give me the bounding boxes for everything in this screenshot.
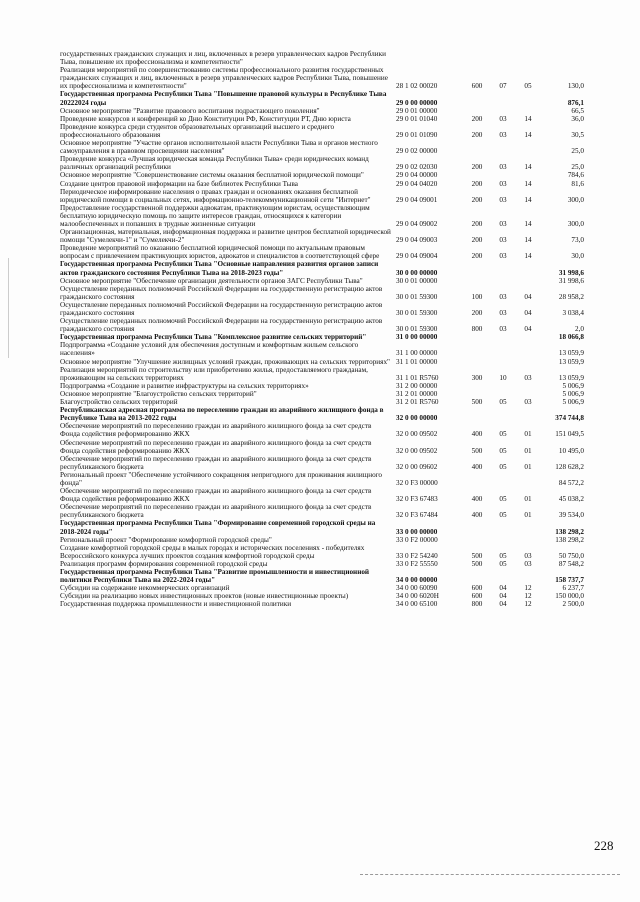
row-name: Периодическое информирование населения о правах граждан и основаниях оказания бесплатной юридической помощи в социальных сетях, информационно-телекоммуникационной сети "Интернет": [60, 187, 371, 204]
row-amount: 876,1: [567, 98, 584, 107]
row-subsection: 12: [524, 600, 532, 609]
table-row: [60, 123, 584, 139]
row-name: Обеспечение мероприятий по переселению граждан из аварийного жилищного фонда за счет средств Фонда содействия реформированию ЖКХ: [60, 487, 372, 504]
row-name: Обеспечение мероприятий по переселению граждан из аварийного жилищного фонда за счет средств Фонда содействия реформированию ЖКХ: [60, 422, 372, 439]
row-subsection: 14: [524, 179, 532, 188]
row-code: 30 0 00 00000: [396, 268, 438, 277]
row-expense-type: 400: [471, 430, 483, 439]
row-subsection: 12: [524, 584, 532, 593]
row-amount: 13 059,9: [558, 373, 584, 382]
table-row: [60, 107, 584, 115]
row-name: Обеспечение мероприятий по переселению граждан из аварийного жилищного фонда за счет средств Фонда содействия реформированию ЖКХ: [60, 438, 372, 455]
row-subsection: 04: [524, 309, 532, 317]
row-amount: 10 495,0: [558, 446, 584, 455]
row-amount: 2 500,0: [562, 600, 584, 609]
row-amount: 50 750,0: [558, 551, 584, 560]
row-code: 30 0 01 59300: [396, 292, 438, 301]
row-code: 29 0 01 01040: [396, 114, 438, 123]
table-row: [60, 301, 584, 317]
row-subsection: 01: [524, 511, 532, 520]
page-number: 228: [594, 838, 614, 853]
row-expense-type: 500: [471, 446, 483, 455]
row-expense-type: 600: [471, 584, 483, 593]
row-expense-type: 800: [471, 325, 483, 334]
row-name: Государственная программа Республики Тыва "Формирование современной городской среды на 2018-2024 годы": [60, 519, 376, 536]
row-code: 32 0 00 09602: [396, 462, 438, 471]
row-amount: 2,0: [575, 325, 584, 334]
row-code: 33 0 00 00000: [396, 527, 438, 536]
row-expense-type: 200: [471, 163, 483, 172]
table-row: [60, 592, 584, 600]
row-code: 29 0 04 09003: [396, 236, 438, 245]
row-code: 32 0 F3 67483: [396, 495, 438, 504]
row-code: 29 0 01 01090: [396, 130, 438, 139]
row-expense-type: 400: [471, 462, 483, 471]
row-name: Осуществление переданных полномочий Российской Федерации на государственную регистрацию актов гражданского состояния: [60, 284, 383, 301]
row-amount: 5 006,9: [562, 389, 584, 398]
row-name: Организационная, материальная, информационная поддержка и развитие центров бесплатной юридической помощи "Сумелекчи-1" и "Сумелекчи-2": [60, 228, 391, 245]
row-name: государственных гражданских служащих и лиц, включенных в резерв управленческих кадров Республики Тыва, повышение их профессионализма и компетентности": [60, 50, 386, 67]
row-expense-type: 200: [471, 195, 483, 204]
row-section: 05: [499, 430, 507, 439]
row-amount: 45 038,2: [558, 495, 584, 504]
row-subsection: 03: [524, 398, 532, 407]
row-name: Предоставление государственной поддержки адвокатам, практикующим юристам, осуществляющим бесплатную юридическую помощь по защите интересов граждан, относящихся к категории малообеспеченных и попавших в трудные жизненные ситуации: [60, 203, 370, 228]
row-amount: 5 006,9: [562, 398, 584, 407]
row-name: Проведение мероприятий по оказанию бесплатной юридической помощи по актуальным правовым вопросам с привлечением практикующих юристов, адвокатов и специалистов в соответствующей сфере: [60, 244, 380, 261]
row-amount: 81,6: [571, 179, 584, 188]
row-section: 10: [499, 373, 507, 382]
row-subsection: 14: [524, 236, 532, 245]
row-amount: 13 059,9: [558, 357, 584, 366]
footer-divider: [360, 874, 620, 875]
row-code: 31 2 01 R5760: [396, 398, 439, 407]
row-name: Региональный проект "Обеспечение устойчивого сокращения непригодного для проживания жилищного фонда": [60, 470, 383, 487]
table-row: [60, 66, 584, 90]
row-code: 32 0 00 00000: [396, 414, 438, 423]
row-code: 29 0 00 00000: [396, 98, 438, 107]
row-name: Государственная программа Республики Тыва "Повышение правовой культуры в Республике Тыва 20222024 годы: [60, 90, 387, 107]
row-section: 03: [499, 195, 507, 204]
row-expense-type: 400: [471, 511, 483, 520]
table-row: [60, 503, 584, 519]
row-amount: 84 572,2: [558, 478, 584, 487]
row-code: 34 0 00 60090: [396, 584, 438, 593]
table-row: [60, 90, 584, 106]
row-code: 33 0 F2 55550: [396, 559, 438, 568]
row-expense-type: 200: [471, 114, 483, 123]
row-amount: 30,5: [571, 130, 584, 139]
table-row: [60, 390, 584, 398]
row-name: Проведение конкурса «Лучшая юридическая команда Республики Тыва» среди юридических команд различных организаций республики: [60, 155, 369, 172]
row-section: 05: [499, 462, 507, 471]
row-amount: 300,0: [567, 195, 584, 204]
row-amount: 130,0: [567, 82, 584, 91]
row-expense-type: 600: [471, 592, 483, 601]
row-subsection: 01: [524, 446, 532, 455]
row-section: 04: [499, 600, 507, 609]
row-section: 03: [499, 219, 507, 228]
row-name: Проведение конкурса среди студентов образовательных организаций высшего и среднего профессионального образования: [60, 122, 335, 139]
row-expense-type: 200: [471, 252, 483, 261]
row-section: 03: [499, 292, 507, 301]
row-name: Региональный проект "Формирование комфортной городской среды": [60, 535, 272, 544]
table-row: [60, 171, 584, 179]
row-code: 29 0 02 02030: [396, 163, 438, 172]
table-row: [60, 180, 584, 188]
table-row: [60, 155, 584, 171]
row-name: Субсидии на содержание некоммерческих организаций: [60, 584, 230, 593]
row-name: Государственная программа Республики Тыва "Основные направления развития органов записи актов гражданского состояния Республики Тыва на 2018-2023 годы": [60, 260, 379, 277]
row-subsection: 01: [524, 462, 532, 471]
row-subsection: 03: [524, 551, 532, 560]
row-amount: 5 006,9: [562, 381, 584, 390]
row-subsection: 14: [524, 195, 532, 204]
table-row: [60, 406, 584, 422]
row-expense-type: 400: [471, 495, 483, 504]
row-subsection: 05: [524, 82, 532, 91]
row-amount: 128 628,2: [555, 462, 584, 471]
row-code: 34 0 00 6020Н: [396, 592, 439, 601]
row-name: Реализация программ формирования современной городской среды: [60, 559, 268, 568]
row-section: 05: [499, 398, 507, 407]
row-expense-type: 500: [471, 398, 483, 407]
table-row: [60, 285, 584, 301]
row-amount: 784,6: [567, 171, 584, 180]
row-code: 30 0 01 59300: [396, 309, 438, 317]
row-code: 29 0 04 09001: [396, 195, 438, 204]
row-section: 05: [499, 551, 507, 560]
row-subsection: 03: [524, 373, 532, 382]
row-name: Республиканская адресная программа по переселению граждан из аварийного жилищного фонда в Республике Тыва на 2013-2022 годы: [60, 406, 384, 423]
row-name: Государственная программа Республики Тыва "Комплексное развитие сельских территорий": [60, 333, 367, 342]
table-row: [60, 341, 584, 357]
table-row: [60, 358, 584, 366]
row-expense-type: 800: [471, 600, 483, 609]
table-row: [60, 188, 584, 204]
row-code: 30 0 01 00000: [396, 276, 438, 285]
row-code: 29 0 04 09002: [396, 219, 438, 228]
table-row: [60, 560, 584, 568]
table-row: [60, 260, 584, 276]
row-amount: 138 298,2: [555, 535, 584, 544]
table-row: [60, 115, 584, 123]
row-amount: 6 237,7: [562, 584, 584, 593]
row-amount: 138 298,2: [555, 527, 584, 536]
row-name: Обеспечение мероприятий по переселению граждан из аварийного жилищного фонда за счет средств республиканского бюджета: [60, 503, 372, 520]
row-expense-type: 200: [471, 179, 483, 188]
row-section: 04: [499, 592, 507, 601]
row-name: Основное мероприятие "Совершенствование системы оказания бесплатной юридической помощи": [60, 171, 364, 180]
row-expense-type: 600: [471, 82, 483, 91]
row-code: 29 0 01 00000: [396, 106, 438, 115]
row-subsection: 14: [524, 219, 532, 228]
table-row: [60, 382, 584, 390]
table-row: [60, 487, 584, 503]
row-amount: 150 000,0: [555, 592, 584, 601]
row-subsection: 14: [524, 130, 532, 139]
row-amount: 25,0: [571, 147, 584, 156]
row-expense-type: 200: [471, 219, 483, 228]
table-row: [60, 244, 584, 260]
row-name: Реализация мероприятий по совершенствованию системы профессионального развития государственных гражданских служащих и лиц, включенных в резерв управленческих кадров Республики Тыва, повышение их профессионализма и компетентности": [60, 66, 388, 91]
row-amount: 300,0: [567, 219, 584, 228]
table-row: [60, 471, 584, 487]
scan-margin-mark: [8, 258, 9, 358]
row-amount: 158 737,7: [555, 576, 584, 585]
row-code: 34 0 00 00000: [396, 576, 438, 585]
row-section: 04: [499, 584, 507, 593]
row-code: 32 0 F3 00000: [396, 478, 438, 487]
row-section: 03: [499, 309, 507, 317]
row-section: 07: [499, 82, 507, 91]
row-amount: 31 998,6: [558, 276, 584, 285]
row-subsection: 12: [524, 592, 532, 601]
row-name: Основное мероприятие "Обеспечение организации деятельности органов ЗАГС Республики Тыва": [60, 276, 363, 285]
row-amount: 25,0: [571, 163, 584, 172]
row-amount: 66,5: [571, 106, 584, 115]
table-row: [60, 366, 584, 382]
table-row: [60, 277, 584, 285]
row-section: 03: [499, 252, 507, 261]
row-section: 05: [499, 446, 507, 455]
table-row: [60, 600, 584, 608]
row-section: 03: [499, 325, 507, 334]
row-subsection: 01: [524, 430, 532, 439]
row-name: Государственная поддержка промышленности и инвестиционной политики: [60, 600, 292, 609]
row-expense-type: 200: [471, 236, 483, 245]
row-amount: 151 049,5: [555, 430, 584, 439]
row-name: Создание центров правовой информации на базе библиотек Республики Тыва: [60, 179, 298, 188]
table-row: [60, 544, 584, 560]
row-name: Основное мероприятие "Благоустройство сельских территорий": [60, 389, 257, 398]
row-section: 05: [499, 495, 507, 504]
row-amount: 13 059,9: [558, 349, 584, 358]
row-expense-type: 200: [471, 309, 483, 317]
row-code: 31 0 00 00000: [396, 333, 438, 342]
row-section: 03: [499, 179, 507, 188]
row-name: Осуществление переданных полномочий Российской Федерации на государственную регистрацию актов гражданского состояния: [60, 317, 383, 334]
row-section: 03: [499, 114, 507, 123]
row-expense-type: 200: [471, 130, 483, 139]
row-code: 34 0 00 65100: [396, 600, 438, 609]
row-expense-type: 100: [471, 292, 483, 301]
row-subsection: 14: [524, 252, 532, 261]
table-row: [60, 398, 584, 406]
row-code: 29 0 02 00000: [396, 147, 438, 156]
row-code: 31 1 01 00000: [396, 357, 438, 366]
table-row: [60, 455, 584, 471]
row-name: Основное мероприятие "Участие органов исполнительной власти Республики Тыва и органов местного самоуправления в правовом просвещении населения": [60, 139, 378, 156]
row-name: Осуществление переданных полномочий Российской Федерации на государственную регистрацию актов гражданского состояния: [60, 300, 383, 317]
row-subsection: 14: [524, 114, 532, 123]
row-code: 31 2 00 00000: [396, 381, 438, 390]
table-row: [60, 228, 584, 244]
table-row: [60, 139, 584, 155]
table-row: [60, 317, 584, 333]
row-name: Основное мероприятие "Улучшение жилищных условий граждан, проживающих на сельских территориях": [60, 357, 390, 366]
row-subsection: 03: [524, 559, 532, 568]
row-amount: 36,0: [571, 114, 584, 123]
table-row: [60, 584, 584, 592]
row-name: Основное мероприятие "Развитие правового воспитания подрастающего поколения": [60, 106, 320, 115]
row-amount: 374 744,8: [555, 414, 584, 423]
table-row: [60, 422, 584, 438]
table-row: [60, 536, 584, 544]
row-code: 33 0 F2 54240: [396, 551, 438, 560]
row-name: Благоустройство сельских территорий: [60, 398, 178, 407]
table-row: [60, 568, 584, 584]
row-expense-type: 500: [471, 559, 483, 568]
table-row: [60, 333, 584, 341]
row-name: Реализация мероприятий по строительству или приобретению жилья, предоставляемого гражданам, проживающим на сельских территориях: [60, 365, 368, 382]
row-subsection: 01: [524, 495, 532, 504]
row-code: 31 2 01 00000: [396, 389, 438, 398]
row-code: 28 1 02 00020: [396, 82, 438, 91]
budget-table: [60, 50, 584, 608]
table-row: [60, 50, 584, 66]
row-section: 05: [499, 511, 507, 520]
row-subsection: 04: [524, 292, 532, 301]
row-amount: 39 534,0: [558, 511, 584, 520]
row-amount: 3 038,4: [562, 309, 584, 317]
row-code: 29 0 04 09004: [396, 252, 438, 261]
row-section: 05: [499, 559, 507, 568]
table-row: [60, 204, 584, 228]
row-expense-type: 300: [471, 373, 483, 382]
row-name: Государственная программа Республики Тыва "Развитие промышленности и инвестиционной политики Республики Тыва на 2022-2024 годы": [60, 568, 370, 585]
row-section: 03: [499, 130, 507, 139]
table-row: [60, 439, 584, 455]
row-subsection: 14: [524, 163, 532, 172]
row-amount: 30,0: [571, 252, 584, 261]
row-code: 32 0 00 09502: [396, 446, 438, 455]
row-code: 32 0 F3 67484: [396, 511, 438, 520]
row-amount: 18 066,8: [558, 333, 584, 342]
row-amount: 87 548,2: [558, 559, 584, 568]
row-name: Подпрограмма «Создание условий для обеспечения доступным и комфортным жильем сельского населения»: [60, 341, 359, 358]
row-expense-type: 500: [471, 551, 483, 560]
row-code: 29 0 04 04020: [396, 179, 438, 188]
row-name: Подпрограмма «Создание и развитие инфраструктуры на сельских территориях»: [60, 381, 309, 390]
row-code: 29 0 04 00000: [396, 171, 438, 180]
row-subsection: 04: [524, 325, 532, 334]
row-section: 03: [499, 163, 507, 172]
row-amount: 73,0: [571, 236, 584, 245]
row-name: Обеспечение мероприятий по переселению граждан из аварийного жилищного фонда за счет средств республиканского бюджета: [60, 454, 372, 471]
row-code: 30 0 01 59300: [396, 325, 438, 334]
table-row: [60, 519, 584, 535]
row-code: 32 0 00 09502: [396, 430, 438, 439]
row-code: 31 1 00 00000: [396, 349, 438, 358]
row-name: Проведение конкурсов и конференций ко Дню Конституции РФ, Конституции РТ, Дню юриста: [60, 114, 351, 123]
row-name: Создание комфортной городской среды в малых городах и исторических поселениях - победителях Всероссийского конкурса лучших проектов создания комфортной городской среды: [60, 543, 365, 560]
row-code: 31 1 01 R5760: [396, 373, 439, 382]
row-name: Субсидии на реализацию новых инвестиционных проектов (новые инвестиционные проекты): [60, 592, 349, 601]
row-code: 33 0 F2 00000: [396, 535, 438, 544]
row-amount: 28 958,2: [558, 292, 584, 301]
row-amount: 31 998,6: [558, 268, 584, 277]
row-section: 03: [499, 236, 507, 245]
